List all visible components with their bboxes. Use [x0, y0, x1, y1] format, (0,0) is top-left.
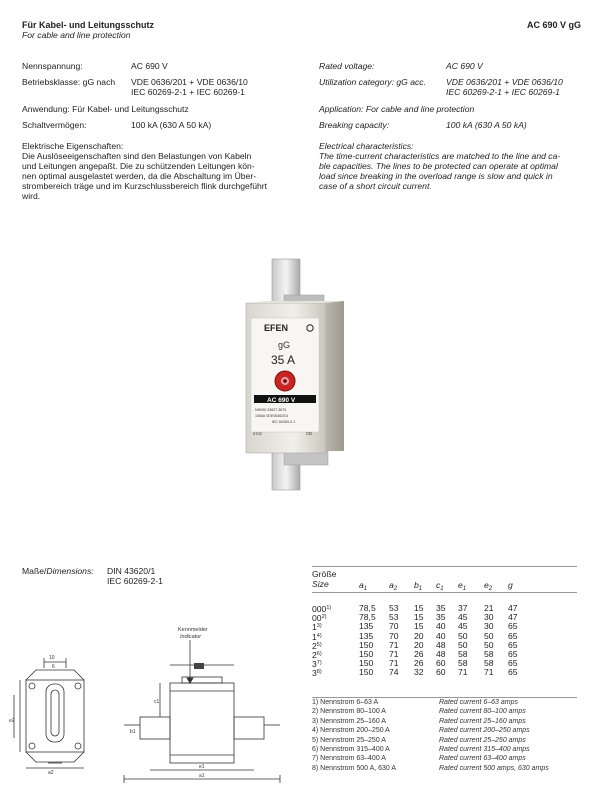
table-cell: 47	[508, 612, 518, 623]
table-cell: 50	[458, 639, 468, 650]
footnote-en: Rated current 80–100 amps	[439, 708, 526, 716]
table-col-header: $c_1$	[436, 580, 444, 592]
table-row-size: 1$^{4)}$	[312, 631, 322, 642]
table-cell: 65	[508, 630, 518, 641]
fuse-voltage: AC 690 V	[267, 397, 296, 404]
side-view-drawing	[8, 650, 108, 775]
table-cell: 37	[458, 603, 468, 613]
electrical-line-en: The time-current characteristics are matched to the line and ca-	[319, 151, 561, 161]
electrical-line-en: case of a short circuit current.	[319, 181, 432, 191]
table-cell: 70	[389, 630, 399, 641]
table-cell: 15	[414, 603, 424, 613]
electrical-line-de: strombereich träge und im Kurzschlussbereich flink durchgeführt	[22, 181, 268, 191]
spec-en-value: IEC 60269-2-1 + IEC 60269-1	[446, 87, 560, 97]
table-cell: 71	[389, 649, 399, 659]
spec-en-label: Application: For cable and line protection	[319, 104, 475, 114]
spec-de-value: VDE 0636/201 + VDE 0636/10	[131, 77, 248, 87]
electrical-line-en: ble capacities. The lines to be protected can operate at optimal	[319, 161, 558, 171]
table-cell: 20	[414, 630, 424, 641]
table-cell: 150	[359, 649, 374, 659]
table-header-de: Größe	[312, 569, 337, 579]
table-cell: 150	[359, 667, 374, 678]
dim-label: e1	[199, 764, 205, 770]
table-cell: 58	[458, 658, 468, 669]
table-cell: 65	[508, 658, 518, 669]
table-cell: 50	[484, 630, 494, 641]
table-rule	[312, 566, 577, 567]
footnote-en: Rated current 25–250 amps	[439, 736, 526, 744]
table-cell: 50	[458, 630, 468, 641]
dimensions-label: Maße/Dimensions:	[22, 566, 94, 576]
table-cell: 45	[458, 612, 468, 623]
table-cell: 35	[436, 612, 446, 623]
dim-label: 6	[52, 664, 55, 670]
table-cell: 135	[359, 621, 374, 632]
footnote-en: Rated current 200–250 amps	[439, 727, 530, 735]
fuse-code: 0702	[253, 431, 262, 436]
dim-label: a1	[199, 773, 205, 779]
dimension-table	[312, 566, 577, 698]
table-cell: 30	[484, 621, 494, 632]
table-row-size: 3$^{8)}$	[312, 668, 322, 679]
table-cell: 71	[484, 667, 494, 678]
table-row-size: 3$^{7)}$	[312, 659, 322, 670]
footnote-de: 5) Nennstrom 25–250 A	[312, 736, 386, 744]
electrical-line-de: und Leitungen angepaßt. Die zu schützenden Leitungen kön-	[22, 161, 255, 171]
footnote-de: 3) Nennstrom 25–160 A	[312, 717, 386, 725]
table-cell: 32	[414, 667, 424, 678]
table-row-size: 00$^{2)}$	[312, 613, 327, 624]
footnote-en: Rated current 63–400 amps	[439, 755, 526, 763]
spec-en-value: VDE 0636/201 + VDE 0636/10	[446, 77, 563, 87]
title-en: For cable and line protection	[22, 30, 131, 40]
electrical-line-en: load since breaking in the overload range is slow and quick in	[319, 171, 553, 181]
table-col-header: $a_1$	[359, 580, 368, 592]
footnotes	[312, 698, 577, 778]
spec-en-value: AC 690 V	[446, 61, 483, 71]
spec-de-value: IEC 60269-2-1 + IEC 60269-1	[131, 87, 245, 97]
table-col-header: $b_1$	[414, 580, 423, 592]
title-de: Für Kabel- und Leitungsschutz	[22, 20, 154, 30]
table-cell: 50	[484, 639, 494, 650]
table-cell: 135	[359, 630, 374, 641]
table-cell: 71	[389, 658, 399, 669]
table-row-size: 2$^{5)}$	[312, 640, 322, 651]
table-cell: 53	[389, 612, 399, 623]
fuse-small-text: 100kA VDE0636/201	[255, 414, 289, 418]
table-cell: 65	[508, 667, 518, 678]
table-col-header: $a_2$	[389, 580, 398, 592]
spec-en-label: Utilization category: gG acc.	[319, 77, 426, 87]
fuse-small-text: NH000 33627.3670	[255, 408, 287, 412]
table-cell: 48	[436, 649, 446, 659]
table-cell: 78,5	[359, 603, 376, 613]
table-cell: 74	[389, 667, 399, 678]
table-cell: 58	[484, 658, 494, 669]
table-cell: 20	[414, 639, 424, 650]
ce-mark-icon: CE	[306, 431, 313, 436]
electrical-heading-en: Electrical characteristics:	[319, 141, 414, 151]
table-cell: 65	[508, 639, 518, 650]
spec-de-label: Schaltvermögen:	[22, 120, 87, 130]
table-rule	[312, 592, 577, 593]
dim-label: b1	[130, 729, 136, 735]
footnote-de: 6) Nennstrom 315–400 A	[312, 746, 390, 753]
footnote-de: 1) Nennstrom 6–63 A	[312, 699, 379, 706]
footnote-de: 7) Nennstrom 63–400 A	[312, 755, 386, 763]
electrical-line-de: wird.	[22, 191, 41, 201]
footnote-en: Rated current 500 amps, 630 amps	[439, 764, 549, 772]
footnote-de: 4) Nennstrom 200–250 A	[312, 727, 390, 735]
table-header-en: Size	[312, 579, 329, 589]
table-cell: 65	[508, 621, 518, 632]
table-cell: 40	[436, 630, 446, 641]
footnote-en: Rated current 6–63 amps	[439, 699, 518, 706]
spec-de-value: 100 kA (630 A 50 kA)	[131, 120, 212, 130]
table-col-header: g	[508, 580, 513, 590]
dimensions-standard: IEC 60269-2-1	[107, 576, 163, 586]
table-cell: 150	[359, 639, 374, 650]
table-cell: 78,5	[359, 612, 376, 623]
footnote-en: Rated current 25–160 amps	[439, 717, 526, 725]
table-cell: 26	[414, 649, 424, 659]
dimensions-standard: DIN 43620/1	[107, 566, 156, 576]
electrical-line-de: Die Auslöseeigenschaften sind den Belastungen von Kabeln	[22, 151, 252, 161]
footnote-en: Rated current 315–400 amps	[439, 746, 530, 753]
electrical-line-de: nen optimal ausgelastet werden, da die Abschaltung im Über-	[22, 171, 257, 181]
dim-label: a2	[48, 770, 54, 775]
indicator-label: Kennmelder	[178, 627, 208, 633]
table-cell: 30	[484, 612, 494, 623]
table-cell: 26	[414, 658, 424, 669]
spec-en-label: Breaking capacity:	[319, 120, 390, 130]
table-cell: 40	[436, 621, 446, 632]
table-cell: 60	[436, 667, 446, 678]
electrical-heading-de: Elektrische Eigenschaften:	[22, 141, 124, 151]
table-cell: 71	[389, 639, 399, 650]
table-cell: 58	[484, 649, 494, 659]
table-cell: 45	[458, 621, 468, 632]
dim-label: c1	[154, 699, 160, 705]
fuse-class: gG	[278, 340, 291, 350]
table-cell: 35	[436, 603, 446, 613]
dim-label: 10	[49, 655, 55, 661]
table-cell: 150	[359, 658, 374, 669]
fuse-brand: EFEN	[264, 323, 289, 333]
fuse-small-text: IEC 60269-2-1	[272, 420, 296, 424]
table-cell: 71	[458, 667, 468, 678]
spec-de-label: Anwendung: Für Kabel- und Leitungsschutz	[22, 104, 189, 114]
table-cell: 60	[436, 658, 446, 669]
dim-label: e2	[9, 718, 15, 724]
spec-de-label: Betriebsklasse: gG nach	[22, 77, 116, 87]
footnote-de: 8) Nennstrom 500 A, 630 A	[312, 764, 397, 772]
table-cell: 21	[484, 603, 494, 613]
spec-de-label: Nennspannung:	[22, 61, 83, 71]
table-col-header: $e_2$	[484, 580, 493, 592]
fuse-photo	[240, 255, 355, 495]
indicator-label: Indicator	[180, 634, 202, 640]
table-cell: 70	[389, 621, 399, 632]
table-cell: 15	[414, 612, 424, 623]
table-row-size: 2$^{6)}$	[312, 650, 322, 660]
spec-en-value: 100 kA (630 A 50 kA)	[446, 120, 527, 130]
table-cell: 53	[389, 603, 399, 613]
table-cell: 65	[508, 649, 518, 659]
table-cell: 58	[458, 649, 468, 659]
fuse-rating: 35 A	[271, 353, 296, 367]
table-cell: 47	[508, 603, 518, 613]
spec-en-label: Rated voltage:	[319, 61, 375, 71]
table-row-size: 1$^{3)}$	[312, 622, 322, 633]
spec-de-value: AC 690 V	[131, 61, 168, 71]
product-code: AC 690 V gG	[527, 20, 582, 30]
table-col-header: $e_1$	[458, 580, 467, 592]
front-view-drawing	[110, 625, 305, 785]
table-cell: 15	[414, 621, 424, 632]
footnote-de: 2) Nennstrom 80–100 A	[312, 708, 386, 716]
table-row-size: 000$^{1)}$	[312, 604, 332, 614]
table-cell: 48	[436, 639, 446, 650]
